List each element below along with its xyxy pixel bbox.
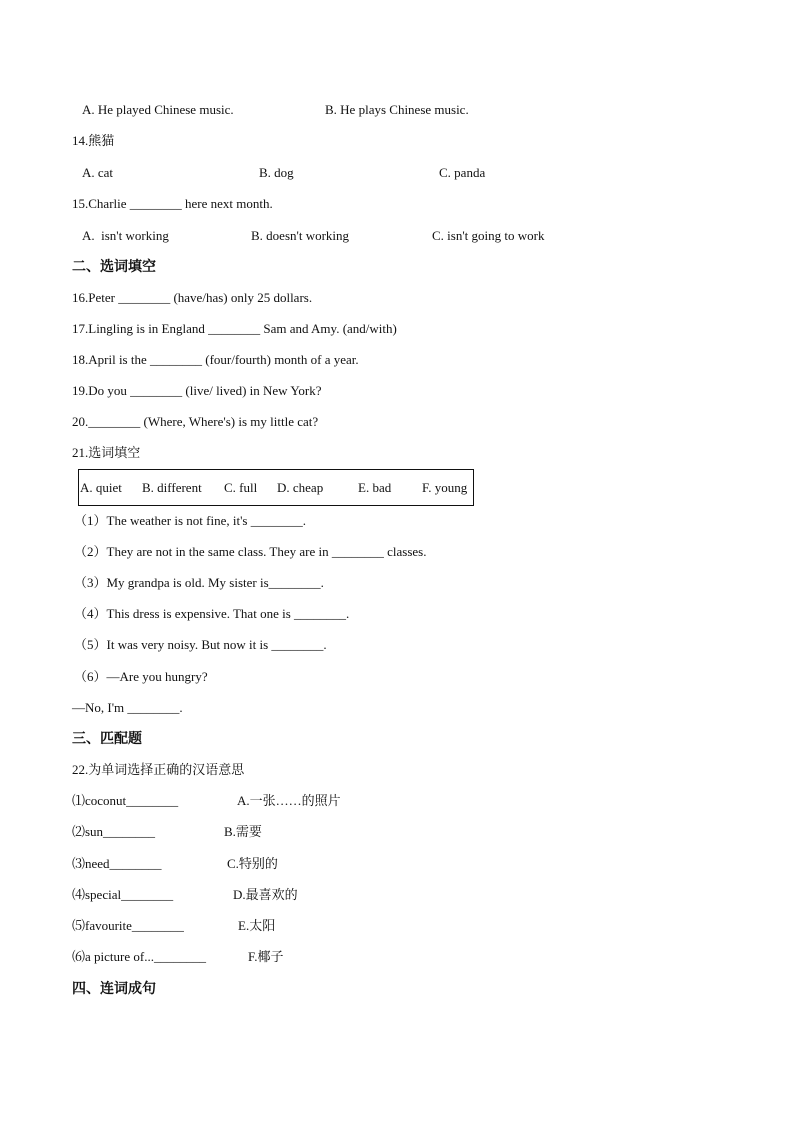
q22-right-d: D.最喜欢的	[233, 887, 298, 902]
q22-stem: 22.为单词选择正确的汉语意思	[72, 762, 245, 777]
q22-right-b: B.需要	[224, 824, 262, 839]
q15-option-c: C. isn't going to work	[432, 228, 545, 243]
q22-right-c: C.特别的	[227, 856, 278, 871]
q21-item-1: （1）The weather is not fine, it's ________.	[74, 513, 306, 528]
q17: 17.Lingling is in England ________ Sam and Amy. (and/with)	[72, 321, 397, 336]
q13-option-b: B. He plays Chinese music.	[325, 102, 469, 117]
q22-left-3: ⑶need________	[72, 856, 162, 871]
q21-stem: 21.选词填空	[72, 445, 141, 460]
q16: 16.Peter ________ (have/has) only 25 dollars.	[72, 290, 313, 305]
section-2-heading: 二、选词填空	[72, 259, 156, 275]
word-c: C. full	[224, 480, 258, 495]
q22-left-1: ⑴coconut________	[72, 793, 179, 808]
q21-item-2: （2）They are not in the same class. They are in ________ classes.	[74, 544, 427, 559]
word-bank-box	[78, 469, 474, 506]
q15-option-a: A. isn't working	[82, 228, 169, 243]
q21-item-6-answer: —No, I'm ________.	[72, 700, 183, 715]
q15-option-b: B. doesn't working	[251, 228, 350, 243]
q22-left-2: ⑵sun________	[72, 824, 156, 839]
q22-left-4: ⑷special________	[72, 887, 174, 902]
q15-stem: 15.Charlie ________ here next month.	[72, 196, 273, 211]
section-3-heading: 三、匹配题	[72, 731, 142, 747]
q14-option-b: B. dog	[259, 165, 294, 180]
q21-item-4: （4）This dress is expensive. That one is ________.	[74, 606, 350, 621]
q14-stem: 14.熊猫	[72, 133, 115, 148]
q22-left-5: ⑸favourite________	[72, 918, 184, 933]
word-f: F. young	[422, 480, 468, 495]
q19: 19.Do you ________ (live/ lived) in New York?	[72, 383, 322, 398]
q22-right-a: A.一张……的照片	[237, 793, 341, 808]
q13-option-a: A. He played Chinese music.	[82, 102, 234, 117]
word-d: D. cheap	[277, 480, 324, 495]
q20: 20.________ (Where, Where's) is my little cat?	[72, 414, 319, 429]
word-a: A. quiet	[80, 480, 122, 495]
q14-option-a: A. cat	[82, 165, 114, 180]
word-b: B. different	[142, 480, 202, 495]
word-e: E. bad	[358, 480, 392, 495]
q22-right-e: E.太阳	[238, 918, 276, 933]
section-4-heading: 四、连词成句	[72, 981, 156, 997]
q21-item-6: （6）—Are you hungry?	[74, 669, 208, 684]
q22-left-6: ⑹a picture of...________	[72, 949, 206, 964]
q22-right-f: F.椰子	[248, 949, 284, 964]
q21-item-3: （3）My grandpa is old. My sister is________.	[74, 575, 324, 590]
q21-item-5: （5）It was very noisy. But now it is ________.	[74, 637, 327, 652]
q14-option-c: C. panda	[439, 165, 486, 180]
q18: 18.April is the ________ (four/fourth) month of a year.	[72, 352, 359, 367]
